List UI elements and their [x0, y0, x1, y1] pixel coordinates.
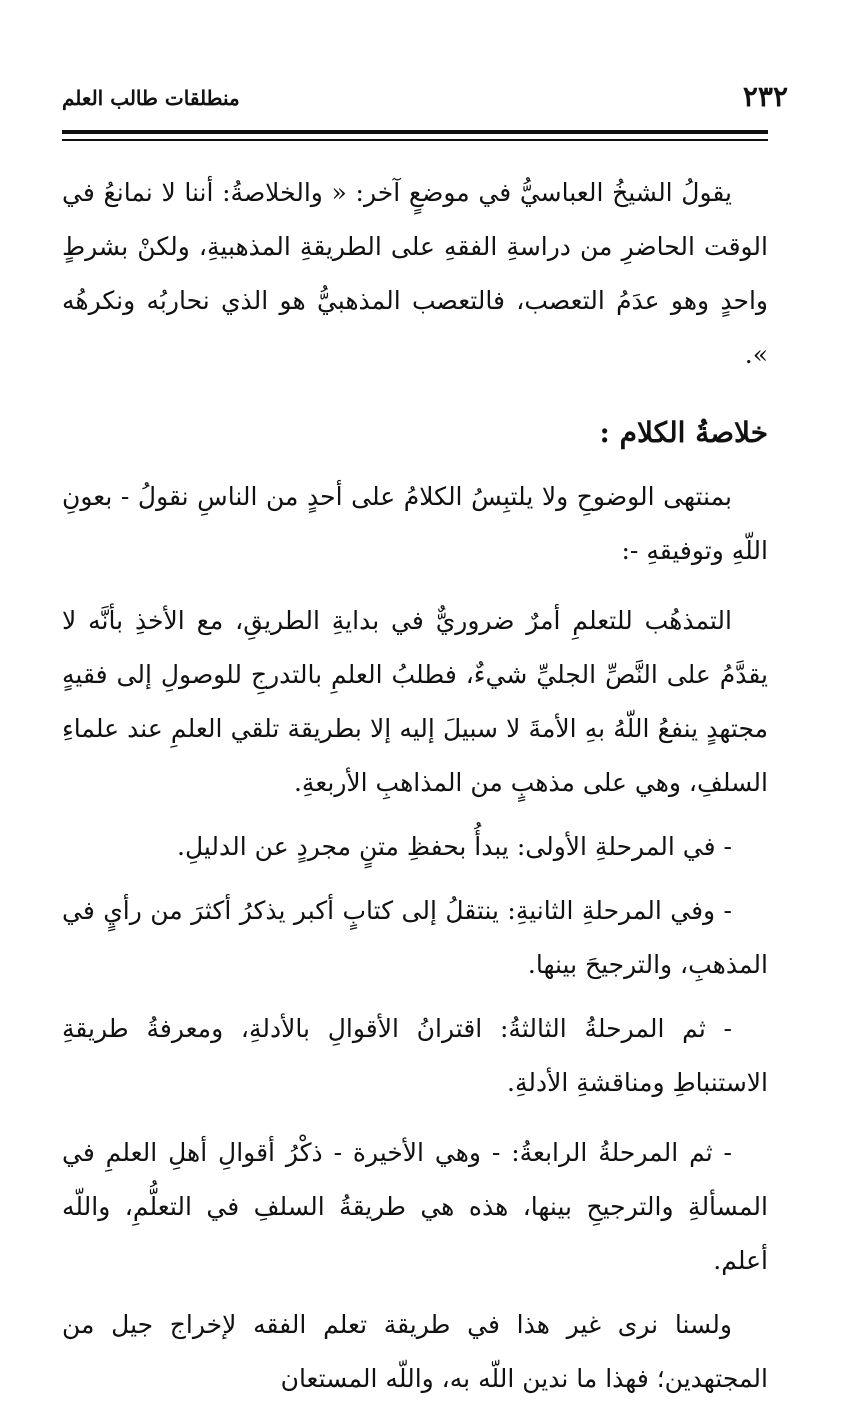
stage-four-paragraph: - ثم المرحلةُ الرابعةُ: - وهي الأخيرة - ذكْرُ أقوالِ أهلِ العلمِ في المسألةِ والترجيحِ بينها، هذه هي طريقةُ السلفِ في التعلُّمِ، واللّه أعلم.	[62, 1138, 768, 1275]
stage-three-paragraph: - ثم المرحلةُ الثالثةُ: اقترانُ الأقوالِ بالأدلةِ، ومعرفةُ طريقةِ الاستنباطِ ومناقشةِ الأدلةِ.	[62, 1014, 768, 1097]
section-heading: خلاصةُ الكلام :	[599, 416, 768, 449]
page-header	[62, 72, 788, 120]
running-title: منطلقات طالب العلم	[62, 86, 240, 110]
quote-paragraph: يقولُ الشيخُ العباسيُّ في موضعٍ آخر: « والخلاصةُ: أننا لا نمانعُ في الوقت الحاضرِ من دراسةِ الفقهِ على الطريقةِ المذهبيةِ، ولكنْ بشرطٍ واحدٍ وهو عدَمُ التعصب، فالتعصب المذهبيُّ هو الذي نحاربُه ونكرهُه ».	[62, 178, 768, 369]
intro-paragraph: بمنتهى الوضوحِ ولا يلتبِسُ الكلامُ على أحدٍ من الناسِ نقولُ - بعونِ اللّهِ وتوفيقهِ -:	[62, 482, 768, 565]
header-rule-thin	[62, 139, 768, 141]
page-number: ٢٣٢	[742, 80, 788, 113]
stage-one-paragraph: - في المرحلةِ الأولى: يبدأُ بحفظِ متنٍ مجردٍ عن الدليلِ.	[177, 832, 732, 861]
closing-paragraph: ولسنا نرى غير هذا في طريقة تعلم الفقه لإخراج جيل من المجتهدين؛ فهذا ما ندين اللّه به، واللّه المستعان	[62, 1310, 768, 1393]
main-paragraph: التمذهُب للتعلمِ أمرٌ ضروريٌّ في بدايةِ الطريقِ، مع الأخذِ بأنَّه لا يقدَّمُ على النَّصِّ الجليِّ شيءٌ، فطلبُ العلمِ بالتدرجِ للوصولِ إلى فقيهٍ مجتهدٍ ينفعُ اللّهُ بهِ الأمةَ لا سبيلَ إليه إلا بطريقة تلقي العلمِ عند علماءِ السلفِ، وهي على مذهبٍ من المذاهبِ الأربعةِ.	[62, 606, 768, 797]
stage-two-paragraph: - وفي المرحلةِ الثانيةِ: ينتقلُ إلى كتابٍ أكبر يذكرُ أكثرَ من رأيٍ في المذهبِ، والترجيحَ بينها.	[62, 896, 768, 979]
header-rule-thick	[62, 130, 768, 134]
page-body	[62, 166, 768, 1406]
